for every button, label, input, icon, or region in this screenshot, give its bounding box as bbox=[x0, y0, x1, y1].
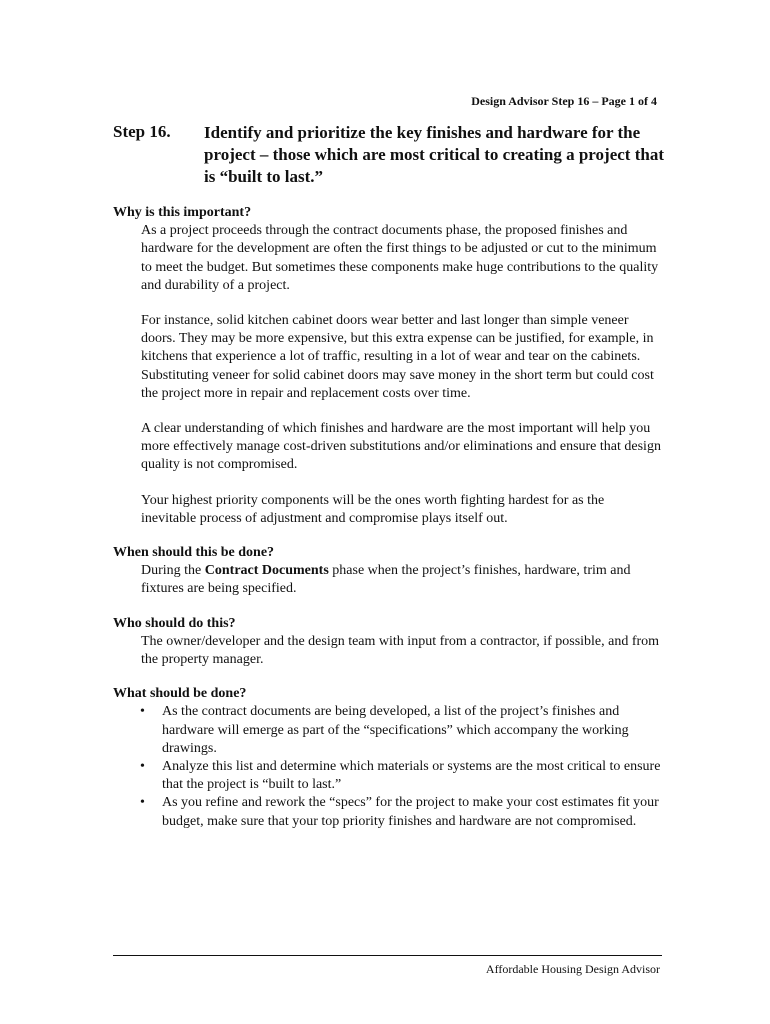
section-heading-why: Why is this important? bbox=[113, 205, 252, 220]
section-who bbox=[113, 615, 661, 670]
bullet-icon: • bbox=[140, 704, 145, 720]
when-text-before: During the bbox=[141, 563, 205, 579]
paragraph: As a project proceeds through the contract documents phase, the proposed finishes and hardware for the development are often the first things to be adjusted or cut to the minimum to meet the budget. But sometimes these components make huge contributions to the quality and durability of a project. bbox=[141, 223, 659, 293]
section-body-why bbox=[141, 222, 661, 528]
bullet-list bbox=[113, 703, 661, 830]
paragraph: Your highest priority components will be the ones worth fighting hardest for as the inevitable process of adjustment and compromise plays itself out. bbox=[141, 492, 605, 526]
section-what bbox=[113, 685, 661, 831]
section-heading-who: Who should do this? bbox=[113, 615, 236, 631]
section-heading-when: When should this be done? bbox=[113, 545, 275, 561]
page-header: Design Advisor Step 16 – Page 1 of 4 bbox=[471, 94, 657, 108]
document-body bbox=[113, 204, 661, 847]
paragraph: For instance, solid kitchen cabinet doors wear better and last longer than simple veneer doors. They may be more expensive, but this extra expense can be justified, for example, in kitchens that experience a lot of traffic, resulting in a lot of wear and tear on the cabinets. Substituting veneer for solid cabinet doors may save money in the short term but could cost the project more in repair and replacement costs over time. bbox=[141, 313, 654, 401]
step-title: Identify and prioritize the key finishes and hardware for the project – those which are most critical to creating a project that is “built to last.” bbox=[204, 123, 664, 186]
when-text-after: phase when the project’s finishes, hardware, trim and fixtures are being specified. bbox=[141, 563, 631, 597]
list-item bbox=[140, 703, 661, 758]
section-body-who: The owner/developer and the design team with input from a contractor, if possible, and from the property manager. bbox=[141, 633, 660, 668]
phase-name: Contract Documents bbox=[204, 563, 329, 579]
section-when bbox=[113, 544, 661, 599]
step-number: Step 16. bbox=[113, 122, 171, 141]
list-item bbox=[140, 794, 661, 830]
paragraph: A clear understanding of which finishes and hardware are the most important will help you more effectively manage cost-driven substitutions and/or eliminations and ensure that design quality is not compromised. bbox=[141, 421, 661, 473]
bullet-icon: • bbox=[140, 759, 145, 775]
footer-text: Affordable Housing Design Advisor bbox=[485, 962, 660, 976]
list-item-text: As you refine and rework the “specs” for the project to make your cost estimates fit your budget, make sure that your top priority finishes and hardware are not compromised. bbox=[162, 795, 659, 829]
list-item bbox=[140, 758, 661, 794]
section-why bbox=[113, 204, 661, 528]
footer-divider bbox=[113, 955, 662, 956]
section-heading-what: What should be done? bbox=[113, 686, 247, 702]
list-item-text: As the contract documents are being developed, a list of the project’s finishes and hardware will emerge as part of the “specifications” which accompany the working drawings. bbox=[162, 704, 629, 756]
section-body-when bbox=[141, 562, 661, 598]
list-item-text: Analyze this list and determine which materials or systems are the most critical to ensure that the project is “built to last.” bbox=[162, 759, 661, 793]
bullet-icon: • bbox=[140, 795, 145, 811]
